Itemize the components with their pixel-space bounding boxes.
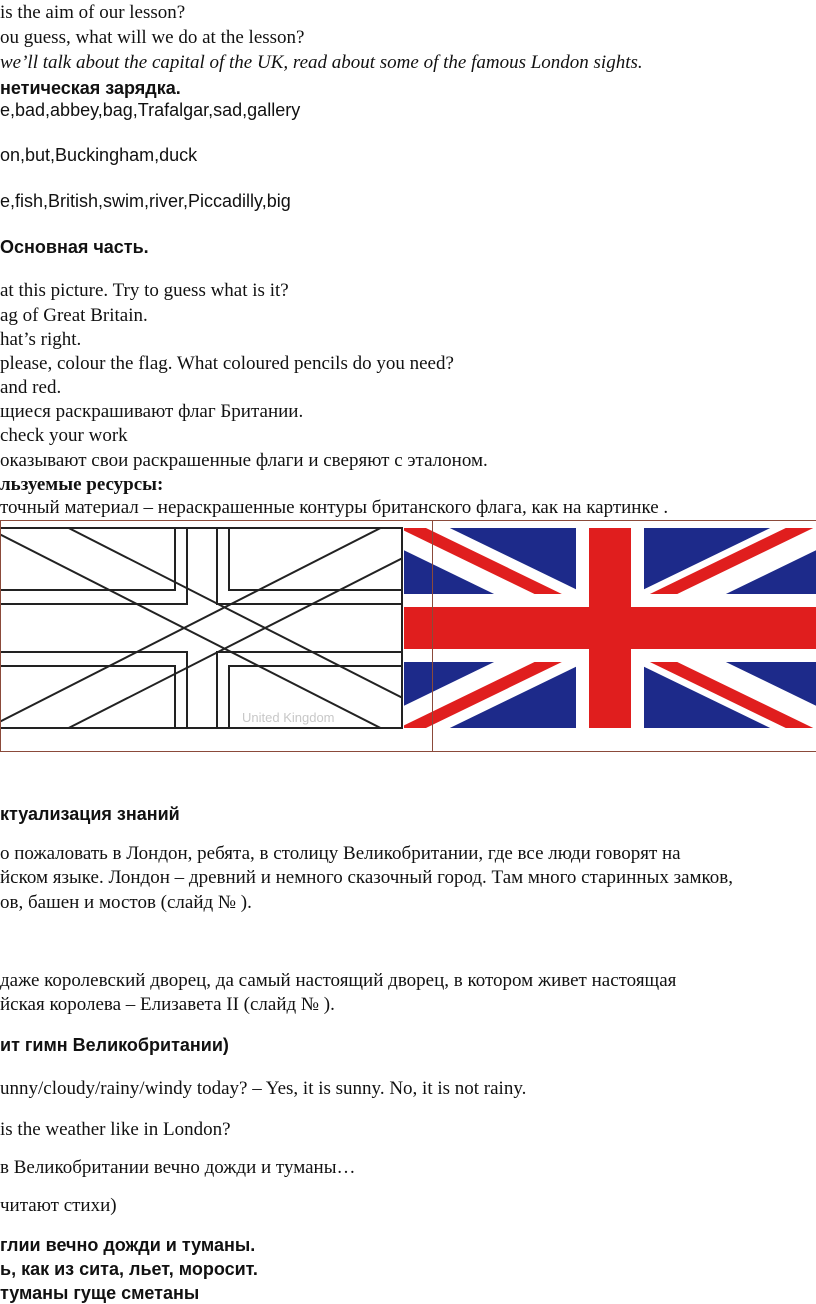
poem-line-1: глии вечно дожди и туманы. bbox=[0, 1235, 256, 1255]
task-picture: at this picture. Try to guess what is it? bbox=[0, 280, 289, 301]
heading-phonetic: нетическая зарядка. bbox=[0, 78, 181, 98]
poem-line-2: ь, как из сита, льет, моросит. bbox=[0, 1259, 258, 1279]
students-show: оказывают свои раскрашенные флаги и сверяют с эталоном. bbox=[0, 450, 488, 471]
welcome-line-2: йском языке. Лондон – древний и немного сказочный город. Там много старинных замков, bbox=[0, 867, 734, 888]
phonetic-line-3: e,fish,British,swim,river,Piccadilly,big bbox=[0, 191, 291, 211]
heading-resources: льзуемые ресурсы: bbox=[0, 474, 164, 495]
flag-figure bbox=[0, 520, 816, 752]
welcome-line-3: ов, башен и мостов (слайд № ). bbox=[0, 892, 252, 913]
resources-text: точный материал – нераскрашенные контуры британского флага, как на картинке . bbox=[0, 497, 669, 518]
watermark-text: United Kingdom bbox=[242, 710, 335, 725]
anthem-note: ит гимн Великобритании) bbox=[0, 1035, 229, 1055]
question-guess: ou guess, what will we do at the lesson? bbox=[0, 27, 305, 48]
poem-line-3: туманы гуще сметаны bbox=[0, 1283, 200, 1303]
task-colour: please, colour the flag. What coloured pencils do you need? bbox=[0, 353, 454, 374]
answer-colours: and red. bbox=[0, 377, 62, 398]
heading-actualization: ктуализация знаний bbox=[0, 804, 180, 824]
outline-flag bbox=[0, 520, 442, 752]
response-right: hat’s right. bbox=[0, 329, 82, 350]
rain-fog: в Великобритании вечно дожди и туманы… bbox=[0, 1157, 356, 1178]
palace-line-1: даже королевский дворец, да самый настоящий дворец, в котором живет настоящая bbox=[0, 970, 677, 991]
weather-london: is the weather like in London? bbox=[0, 1119, 231, 1140]
answer-flag: ag of Great Britain. bbox=[0, 305, 148, 326]
question-aim: is the aim of our lesson? bbox=[0, 2, 186, 23]
weather-question: unny/cloudy/rainy/windy today? – Yes, it is sunny. No, it is not rainy. bbox=[0, 1078, 527, 1099]
students-colour: щиеся раскрашивают флаг Британии. bbox=[0, 401, 304, 422]
lesson-plan: we’ll talk about the capital of the UK, read about some of the famous London sights. bbox=[0, 52, 643, 73]
phonetic-line-1: e,bad,abbey,bag,Trafalgar,sad,gallery bbox=[0, 100, 301, 120]
welcome-line-1: о пожаловать в Лондон, ребята, в столицу Великобритании, где все люди говорят на bbox=[0, 843, 681, 864]
coloured-flag bbox=[404, 520, 816, 736]
poems-note: читают стихи) bbox=[0, 1195, 117, 1216]
phonetic-line-2: on,but,Buckingham,duck bbox=[0, 145, 198, 165]
task-check: check your work bbox=[0, 425, 128, 446]
palace-line-2: йская королева – Елизавета II (слайд № ). bbox=[0, 994, 335, 1015]
heading-main-part: Основная часть. bbox=[0, 237, 149, 257]
